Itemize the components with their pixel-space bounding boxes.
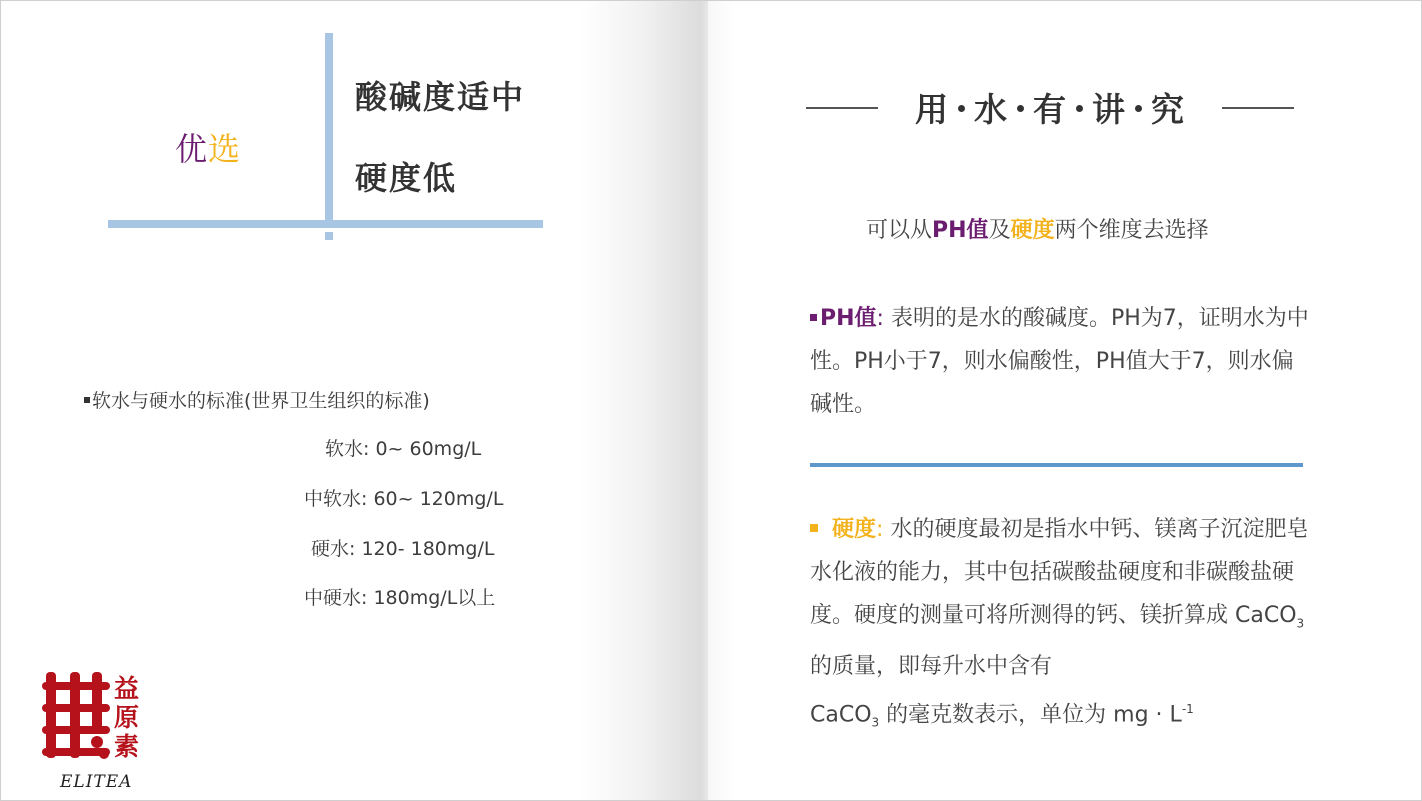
- horizontal-divider: [108, 220, 543, 228]
- dot-icon: [1017, 105, 1024, 112]
- left-page: [0, 0, 708, 801]
- standard-row-hard: 硬水: 120- 180mg/L: [311, 538, 495, 560]
- logo-english: ELITEA: [60, 772, 133, 792]
- standard-row-soft: 软水: 0~ 60mg/L: [325, 438, 482, 460]
- divider-gap: [325, 228, 333, 232]
- highlight-label: 优选: [175, 130, 242, 168]
- standard-row-medium-hard: 中硬水: 180mg/L以上: [304, 587, 496, 609]
- section-heading: [806, 80, 1294, 134]
- subheading: 可以从PH值及硬度两个维度去选择: [866, 218, 1209, 243]
- purple-bullet-icon: [810, 314, 817, 321]
- gold-bullet-icon: [810, 524, 818, 532]
- ph-section: PH值: 表明的是水的酸碱度。PH为7，证明水为中性。PH小于7，则水偏酸性，PH值大于7，则水偏碱性。: [810, 306, 1309, 417]
- vertical-divider: [325, 33, 333, 240]
- hardness-section: 硬度: 水的硬度最初是指水中钙、镁离子沉淀肥皂水化液的能力，其中包括碳酸盐硬度和非碳酸盐硬度。硬度的测量可将所测得的钙、镁折算成 CaCO$_3$ 的质量，即每升水中含有 CaCO$_3$ 的毫克数表示，单位为 mg · $L^{-1}$: [810, 517, 1309, 731]
- criterion-acidity: 酸碱度适中: [355, 78, 526, 116]
- section-separator: [810, 463, 1303, 467]
- standard-title: 软水与硬水的标准(世界卫生组织的标准): [84, 386, 430, 413]
- standard-row-medium-soft: 中软水: 60~ 120mg/L: [304, 488, 504, 510]
- bullet-icon: [84, 397, 90, 403]
- brand-logo-icon: [42, 672, 112, 760]
- logo-chinese: 益 原 素: [114, 674, 140, 761]
- dot-icon: [958, 105, 965, 112]
- heading-text: 用 水 有 讲 究: [915, 90, 1185, 129]
- criterion-hardness: 硬度低: [355, 159, 458, 197]
- dot-icon: [1076, 105, 1083, 112]
- dot-icon: [1135, 105, 1142, 112]
